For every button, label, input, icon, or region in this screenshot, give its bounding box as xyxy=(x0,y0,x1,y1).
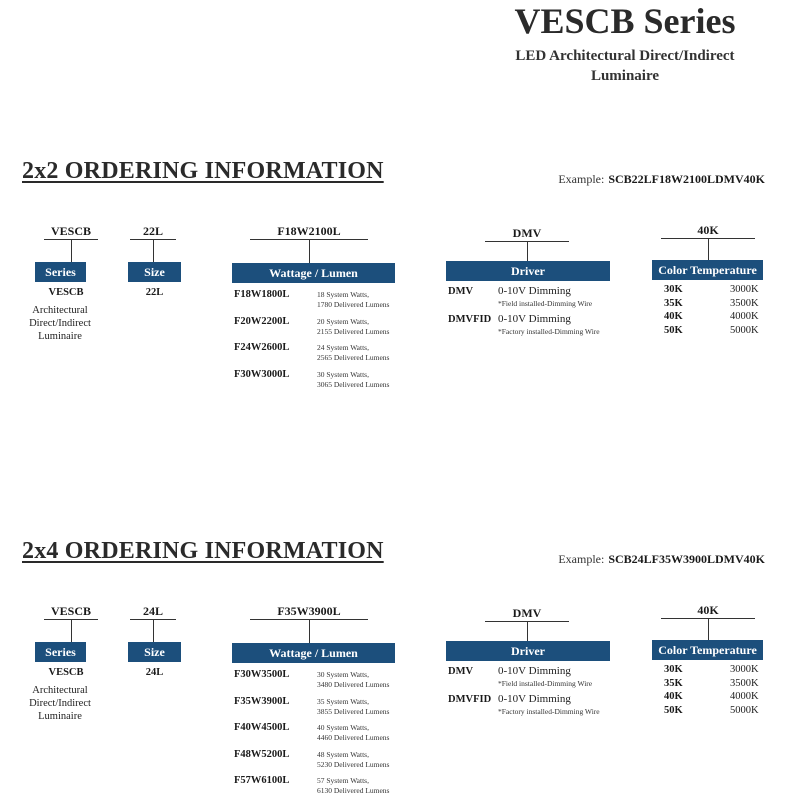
size-option: 22L xyxy=(145,287,164,298)
color-option-value: 3500K xyxy=(730,677,759,689)
series-box: Series xyxy=(35,262,86,282)
wattage-watts: 57 System Watts, xyxy=(317,776,369,785)
color-option-code: 35K xyxy=(664,677,683,689)
section-heading: 2x4 ORDERING INFORMATION xyxy=(22,538,384,564)
wattage-lumens: 2155 Delivered Lumens xyxy=(317,326,390,336)
wattage-watts: 40 System Watts, xyxy=(317,723,369,732)
wattage-row xyxy=(234,749,404,773)
size-connector xyxy=(153,619,154,642)
series-description-line: Luminaire xyxy=(38,711,82,722)
example-line xyxy=(558,552,765,567)
example-code: SCB24LF35W3900LDMV40K xyxy=(608,552,765,566)
color-option-value: 3000K xyxy=(730,664,759,675)
series-connector xyxy=(71,619,72,642)
driver-note: *Factory installed-Dimming Wire xyxy=(498,707,600,716)
wattage-lumens: 1780 Delivered Lumens xyxy=(317,300,390,309)
size-code: 22L xyxy=(142,224,163,238)
subtitle-line-2: Luminaire xyxy=(590,68,660,84)
color-box: Color Temperature xyxy=(652,260,763,280)
series-description-line: Architectural xyxy=(32,305,88,316)
wattage-watts: 48 System Watts, xyxy=(317,749,369,759)
driver-description: 0-10V Dimming xyxy=(498,313,571,325)
wattage-option-code: F48W5200L xyxy=(234,748,290,760)
series-description-line: Direct/Indirect xyxy=(29,318,91,329)
color-option-code: 30K xyxy=(664,284,683,295)
wattage-row xyxy=(234,775,404,799)
size-option: 24L xyxy=(145,667,164,678)
wattage-option-code: F30W3500L xyxy=(234,669,290,680)
driver-box: Driver xyxy=(446,261,610,281)
color-option-value: 4000K xyxy=(730,691,759,702)
wattage-option-code: F20W2200L xyxy=(234,315,290,327)
color-option-code: 50K xyxy=(664,324,683,336)
wattage-watts: 20 System Watts, xyxy=(317,316,369,326)
wattage-option-code: F24W2600L xyxy=(234,342,290,353)
wattage-watts: 18 System Watts, xyxy=(317,290,369,299)
example-code: SCB22LF18W2100LDMV40K xyxy=(608,172,765,186)
wattage-lumens: 4460 Delivered Lumens xyxy=(317,733,390,742)
driver-description: 0-10V Dimming xyxy=(498,693,571,705)
wattage-lumens: 5230 Delivered Lumens xyxy=(317,759,390,769)
driver-note: *Field installed-Dimming Wire xyxy=(498,679,593,688)
example-label: Example: xyxy=(558,172,605,186)
section-heading: 2x2 ORDERING INFORMATION xyxy=(22,158,384,184)
wattage-row xyxy=(234,722,404,746)
wattage-row xyxy=(234,696,404,720)
wattage-lumens: 6130 Delivered Lumens xyxy=(317,786,390,795)
wattage-watts: 30 System Watts, xyxy=(317,369,369,379)
page-title: VESCB Series xyxy=(514,1,736,41)
driver-code: DMV xyxy=(512,606,542,620)
wattage-option-code: F40W4500L xyxy=(234,722,290,733)
color-option-value: 5000K xyxy=(730,704,759,716)
wattage-code: F18W2100L xyxy=(277,224,341,238)
color-option-code: 30K xyxy=(664,664,683,675)
color-option-code: 50K xyxy=(664,704,683,716)
wattage-lumens: 2565 Delivered Lumens xyxy=(317,353,390,362)
size-box: Size xyxy=(128,262,181,282)
driver-row xyxy=(448,665,618,691)
series-box: Series xyxy=(35,642,86,662)
color-option-value: 3000K xyxy=(730,284,759,295)
wattage-option-code: F18W1800L xyxy=(234,289,290,300)
color-box: Color Temperature xyxy=(652,640,763,660)
size-box: Size xyxy=(128,642,181,662)
wattage-lumens: 3855 Delivered Lumens xyxy=(317,706,390,716)
example-label: Example: xyxy=(558,552,605,566)
driver-description: 0-10V Dimming xyxy=(498,285,571,297)
wattage-lumens: 3065 Delivered Lumens xyxy=(317,379,390,389)
series-description-line: Luminaire xyxy=(38,331,82,342)
color-option-code: 35K xyxy=(664,297,683,309)
driver-description: 0-10V Dimming xyxy=(498,665,571,677)
driver-row xyxy=(448,693,618,719)
wattage-connector xyxy=(309,619,310,643)
driver-option-code: DMV xyxy=(448,666,474,677)
wattage-box: Wattage / Lumen xyxy=(232,263,395,283)
driver-note: *Field installed-Dimming Wire xyxy=(498,299,593,308)
wattage-watts: 35 System Watts, xyxy=(317,696,369,706)
driver-connector xyxy=(527,621,528,641)
series-description-line: Architectural xyxy=(32,685,88,696)
color-code: 40K xyxy=(697,603,719,617)
wattage-watts: 24 System Watts, xyxy=(317,343,369,352)
color-option-value: 5000K xyxy=(730,324,759,336)
series-code: VESCB xyxy=(50,224,91,238)
wattage-box: Wattage / Lumen xyxy=(232,643,395,663)
driver-option-code: DMV xyxy=(448,286,474,297)
color-option-value: 4000K xyxy=(730,311,759,322)
wattage-code: F35W3900L xyxy=(277,604,341,618)
color-option-value: 3500K xyxy=(730,297,759,309)
wattage-watts: 30 System Watts, xyxy=(317,670,369,679)
series-option: VESCB xyxy=(48,287,84,298)
wattage-option-code: F35W3900L xyxy=(234,695,290,707)
driver-option-code: DMVFID xyxy=(448,694,492,705)
color-option-code: 40K xyxy=(664,691,683,702)
driver-option-code: DMVFID xyxy=(448,314,492,325)
series-code: VESCB xyxy=(50,604,91,618)
color-connector xyxy=(708,618,709,640)
wattage-lumens: 3480 Delivered Lumens xyxy=(317,680,390,689)
wattage-option-code: F30W3000L xyxy=(234,368,290,380)
size-code: 24L xyxy=(142,604,163,618)
driver-box: Driver xyxy=(446,641,610,661)
series-description-line: Direct/Indirect xyxy=(29,698,91,709)
wattage-row xyxy=(234,669,404,693)
subtitle-line-1: LED Architectural Direct/Indirect xyxy=(515,48,735,64)
driver-code: DMV xyxy=(512,226,542,240)
wattage-option-code: F57W6100L xyxy=(234,775,290,786)
color-option-code: 40K xyxy=(664,311,683,322)
series-option: VESCB xyxy=(48,667,84,678)
driver-note: *Factory installed-Dimming Wire xyxy=(498,327,600,336)
color-code: 40K xyxy=(697,223,719,237)
